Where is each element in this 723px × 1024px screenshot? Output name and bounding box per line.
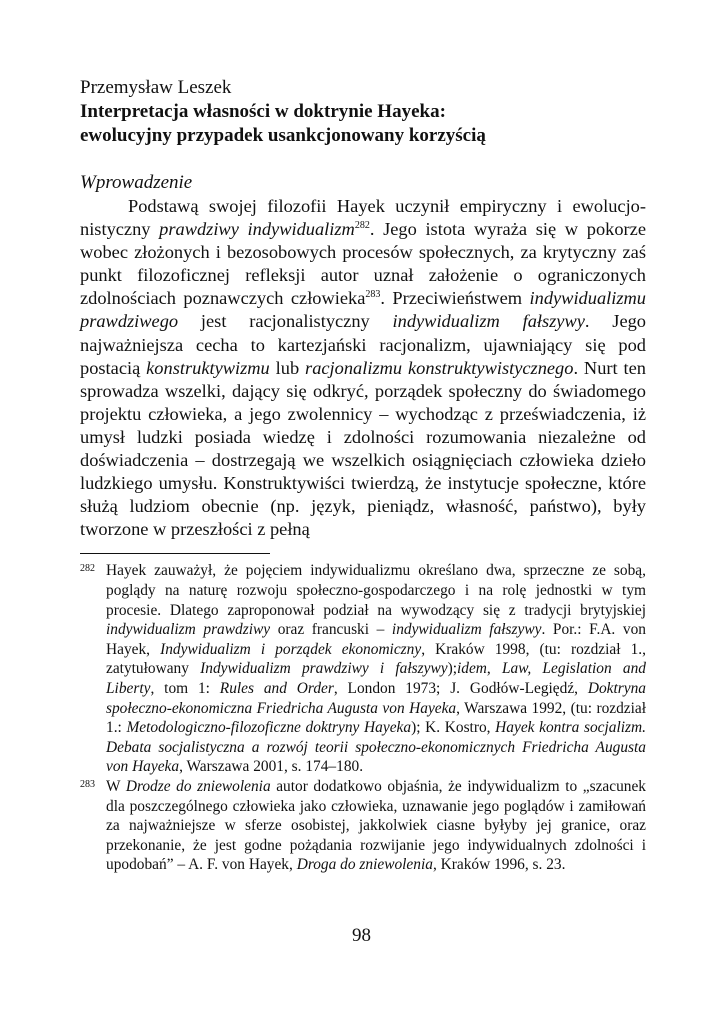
text-run: . Przeciwieństwem (380, 288, 530, 309)
text-run: , (486, 660, 502, 678)
text-run: , Kraków 1998, (tu: rozdział 1., zatytułowany (106, 640, 646, 678)
text-run: . Nurt ten sprowadza wszelki, dający się odkryć, porządek społeczny do świadomego projektu człowieka, a jego zwolennicy – wychodząc z przeświadczenia, iż umysł ludzki posiada wiedzę i zdolności rozumowania niezależne od doświadczenia – dostrzegają we wszelkich osiągnięciach człowieka dzieło ludzkiego umysłu. Konstruktywiści twierdzą, że instytucje społeczne, które służą ludziom obecnie (np. język, pieniądz, własność, państwo), były tworzone w przeszłości z pełną (80, 357, 646, 540)
italic-run: Doktryna społeczno-ekonomiczna Friedricha Augusta von Hayeka (106, 679, 646, 717)
italic-run: Indywidualizm prawdziwy i fałszywy (200, 660, 448, 678)
page-number: 98 (352, 925, 371, 946)
text-run: lub (269, 357, 306, 378)
article-title-line-2: ewolucyjny przypadek usankcjonowany korzyścią (80, 125, 486, 146)
footnotes (80, 561, 646, 875)
text-run: , Warszawa 1992, (tu: rozdział 1.: (106, 699, 647, 737)
text-run: , Warszawa 2001, s. 174–180. (179, 758, 364, 776)
footnote-reference[interactable]: 282 (354, 219, 370, 231)
text-run: Hayek zauważył, że pojęciem indywidualizmu określano dwa, sprzeczne ze sobą, poglądy na naturę rozwoju społeczno-gospodarczego i na rolę jednostki w tym procesie. Dlatego zaproponował podział na wywodzący się z tradycji brytyjskiej (106, 562, 646, 619)
author-name: Przemysław Leszek (80, 77, 232, 98)
footnote-282 (80, 561, 646, 777)
italic-run: Hayek kontra socjalizm. Debata socjalistyczna a rozwój teorii społeczno-ekonomicznych Friedricha Augusta von Hayeka (106, 719, 646, 776)
italic-run: racjonalizmu konstruktywistycznego (305, 357, 574, 378)
text-run: , Kraków 1996, s. 23. (432, 856, 566, 874)
text-run: W (106, 777, 126, 795)
italic-run: indywidualizm prawdziwy (106, 621, 271, 639)
text-run: . Jego istota wyraża się w pokorze wobec złożonych i bezosobowych procesów społecznych, za krytyczny zaś punkt filozoficznej refleksji autor uznał założenie o ograniczonych zdolnościach poznawczych człowieka (80, 219, 646, 309)
footnote-separator (80, 553, 270, 554)
italic-run: Metodologiczno-filozoficzne doktryny Hayeka (126, 719, 412, 737)
text-run: jest racjonalistyczny (178, 311, 393, 332)
text-run: Podstawą swojej filozofii Hayek uczynił empiryczny i ewolucjonistyczny (80, 196, 646, 240)
italic-run: indywidualizmu prawdziwego (80, 288, 646, 332)
footnote-number: 283 (80, 778, 95, 790)
italic-run: prawdziwy indywidualizm (159, 219, 355, 240)
text-run: ); K. Kostro, (411, 719, 496, 737)
text-run: autor dodatkowo objaśnia, że indywidualizm to „szacunek dla poszczególnego człowieka jako człowieka, uznawanie jego poglądów i zamiłowań za najważniejsze w sferze osobistej, jakkolwiek ciasne byłyby jej granice, oraz przekonanie, że jest godne pożądania rozwijanie jego indywidualnych zdolności i upodobań” – A. F. von Hayek, (106, 777, 646, 874)
footnote-reference[interactable]: 283 (365, 289, 381, 301)
text-run: oraz francuski – (270, 621, 392, 639)
italic-run: Rules and Order (219, 679, 334, 697)
footnote-text (106, 561, 646, 777)
italic-run: Drodze do zniewolenia (125, 777, 271, 795)
italic-run: konstruktywizmu (146, 357, 270, 378)
text-run: . Por.: F.A. von Hayek, (106, 621, 646, 658)
text-run: , London 1973; J. Godłów-Legiędź, (333, 679, 588, 697)
italic-run: indywidualizm fałszywy (392, 311, 585, 332)
italic-run: Droga do zniewolenia (296, 856, 433, 874)
article-title-line-1: Interpretacja własności w doktrynie Hayeka: (80, 101, 446, 122)
footnote-283 (80, 777, 646, 875)
footnote-text (106, 777, 646, 875)
body-paragraph (80, 195, 646, 541)
footnote-number: 282 (80, 563, 95, 575)
italic-run: indywidualizm fałszywy (391, 621, 542, 639)
text-run: , tom 1: (150, 679, 220, 697)
text-run: ); (447, 660, 457, 678)
text-run: . Jego najważniejsza cecha to kartezjański racjonalizm, ujawniający się pod postacią (80, 311, 646, 378)
italic-run: Law, Legislation and Liberty (106, 660, 647, 697)
document-page (80, 76, 646, 875)
italic-run: Indywidualizm i porządek ekonomiczny (160, 640, 422, 658)
section-heading: Wprowadzenie (80, 172, 193, 193)
italic-run: idem (456, 660, 487, 678)
